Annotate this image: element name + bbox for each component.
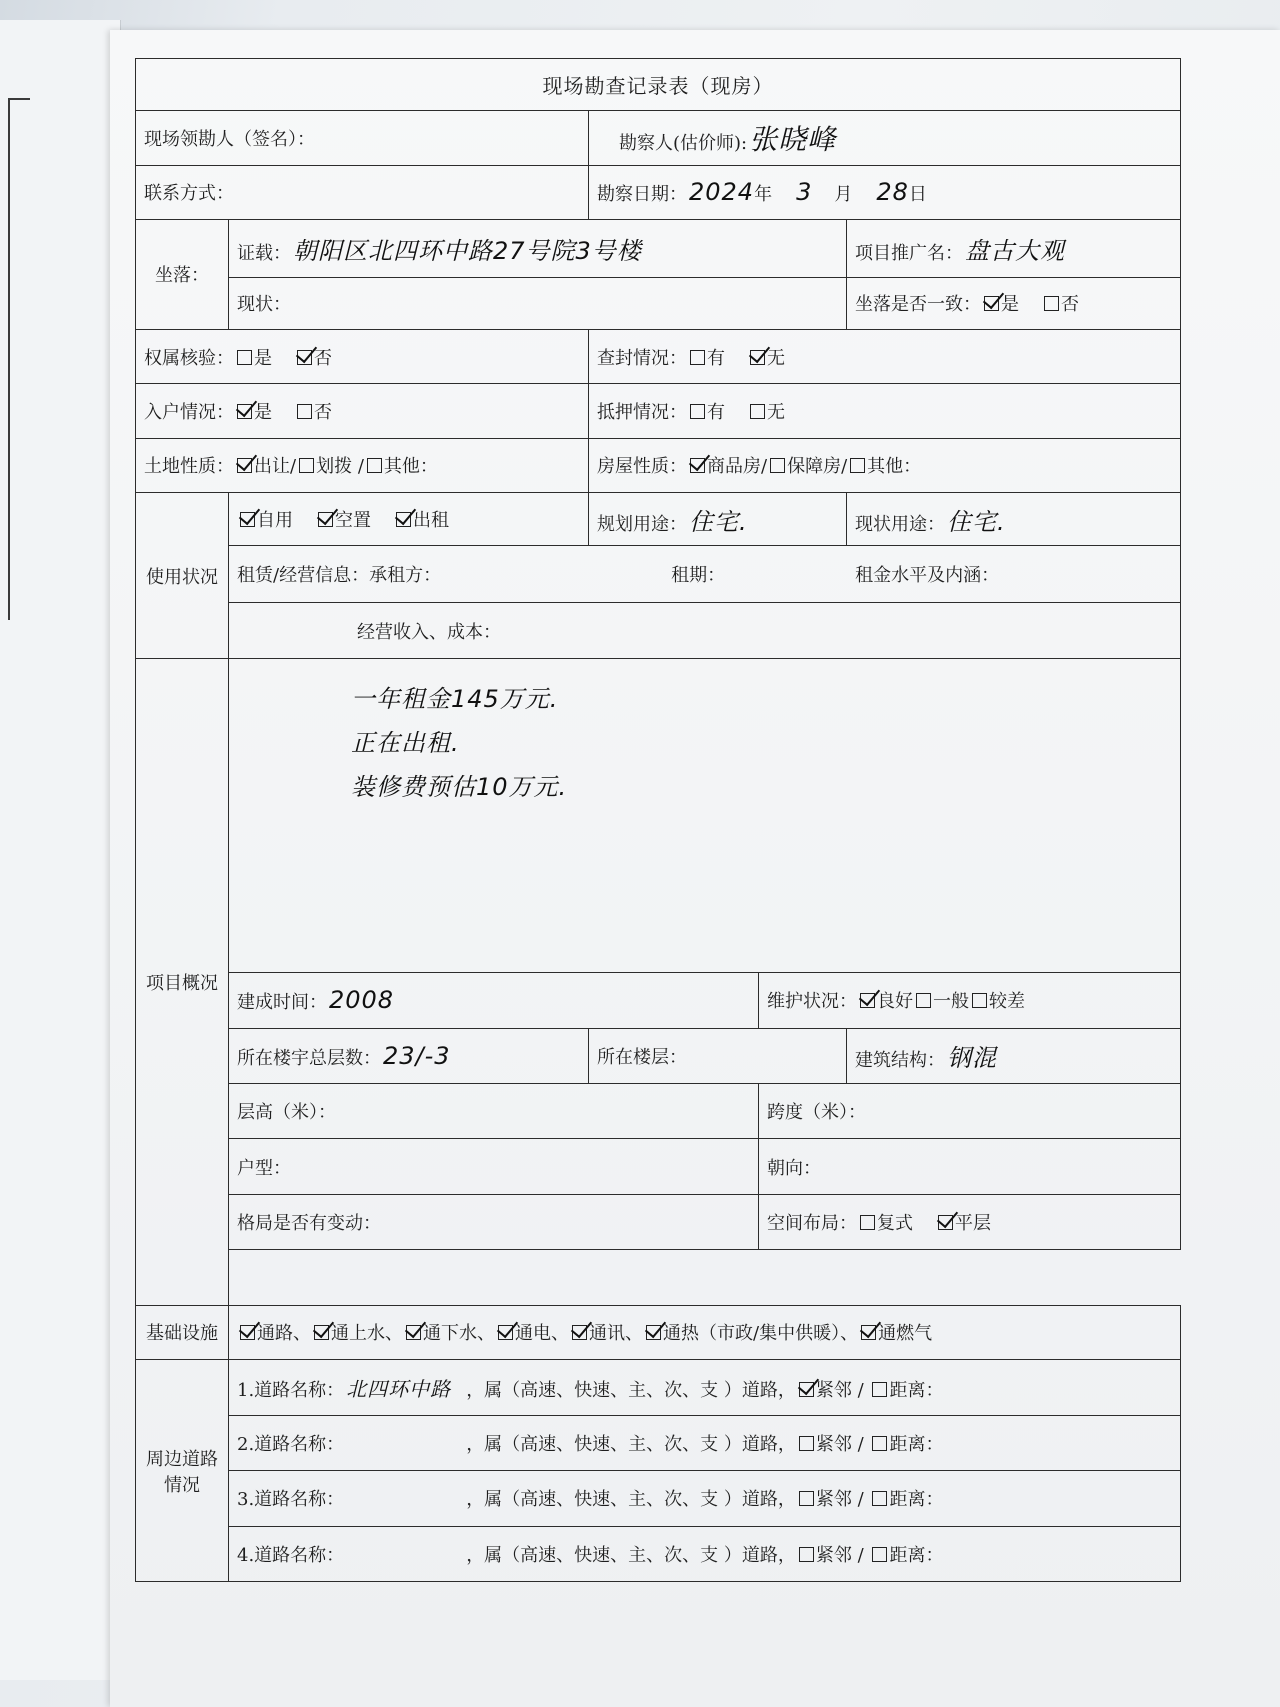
height-label: 层高（米）： <box>237 1102 336 1124</box>
floors-value: 23/-3 <box>383 1041 451 1070</box>
overview-spacer <box>229 1250 1181 1305</box>
leader-label: 现场领勘人（签名）： <box>144 128 315 150</box>
access-yes-label: 是 <box>254 401 272 423</box>
road-2-adjacent-label: 紧邻 <box>815 1433 852 1455</box>
house-affordable-checkbox[interactable] <box>770 458 785 473</box>
road-2-distance-label: 距离： <box>889 1433 944 1455</box>
road-2-adjacent-checkbox[interactable] <box>799 1436 814 1451</box>
span-cell[interactable] <box>759 1084 1181 1139</box>
surveyor-label: 勘察人(估价师): <box>619 132 748 154</box>
land-slash: / <box>357 456 364 478</box>
space-label: 空间布局： <box>767 1213 857 1235</box>
house-other-label: 其他： <box>867 456 922 478</box>
match-no-checkbox[interactable] <box>1044 296 1059 311</box>
road-3-sep: / <box>857 1489 864 1511</box>
maint-poor-checkbox[interactable] <box>972 993 987 1008</box>
floor-cell[interactable] <box>589 1028 847 1083</box>
form-title: 现场勘查记录表（现房） <box>136 59 1181 111</box>
surveyor-signature: 张晓峰 <box>749 122 837 156</box>
plan-use-cell[interactable] <box>589 493 847 546</box>
paper-edge-line <box>8 100 10 620</box>
road-row-3 <box>229 1471 1181 1526</box>
date-day: 28 <box>876 178 909 207</box>
seal-has-checkbox[interactable] <box>690 350 705 365</box>
promo-value: 盘古大观 <box>965 236 1065 265</box>
roads-section <box>136 1360 229 1582</box>
space-flat-label: 平层 <box>955 1213 991 1235</box>
date-day-unit: 日 <box>908 184 927 206</box>
maint-poor-label: 较差 <box>989 991 1025 1013</box>
plan-use-value: 住宅. <box>689 507 748 536</box>
change-label: 格局是否有变动： <box>237 1213 381 1235</box>
space-cell <box>759 1194 1181 1249</box>
date-cell[interactable] <box>589 165 1181 219</box>
land-other-checkbox[interactable] <box>367 458 382 473</box>
struct-cell[interactable] <box>847 1028 1181 1083</box>
cert-value: 朝阳区北四环中路27号院3号楼 <box>293 236 642 265</box>
ownership-yes-checkbox[interactable] <box>237 350 252 365</box>
infra-power-checkbox[interactable] <box>498 1325 513 1340</box>
land-other-label: 其他： <box>383 456 438 478</box>
roads-section-line1: 周边道路 <box>146 1448 218 1470</box>
date-year: 2024 <box>689 178 755 207</box>
infra-heat-label: 通热（市政/集中供暖）、 <box>663 1323 859 1345</box>
survey-form <box>135 58 1181 1582</box>
note-line-3: 装修费预估10万元. <box>351 773 568 802</box>
road-2-label: 2.道路名称： <box>237 1433 345 1455</box>
road-1-distance-checkbox[interactable] <box>872 1382 887 1397</box>
road-4-sep: / <box>857 1544 864 1566</box>
seal-none-checkbox[interactable] <box>750 350 765 365</box>
land-cell <box>136 438 589 492</box>
infra-gas-checkbox[interactable] <box>861 1325 876 1340</box>
usage-options-cell <box>229 493 589 546</box>
house-other-checkbox[interactable] <box>850 458 865 473</box>
road-3-distance-label: 距离： <box>889 1489 944 1511</box>
struct-value: 钢混 <box>947 1044 997 1073</box>
road-4-adjacent-checkbox[interactable] <box>799 1547 814 1562</box>
match-yes-checkbox[interactable] <box>984 296 999 311</box>
infra-road-label: 通路、 <box>257 1323 311 1345</box>
mortgage-cell <box>589 384 1181 438</box>
income-label: 经营收入、成本： <box>357 621 501 643</box>
road-3-types: ，属（高速、快速、主、次、支 ）道路， <box>466 1489 796 1511</box>
road-2-types: ，属（高速、快速、主、次、支 ）道路， <box>466 1433 796 1455</box>
cert-label: 证载： <box>237 242 291 264</box>
road-4-adjacent-label: 紧邻 <box>815 1544 852 1566</box>
overview-section: 项目概况 <box>136 659 229 1305</box>
land-allocate-checkbox[interactable] <box>299 458 314 473</box>
mortgage-none-checkbox[interactable] <box>750 404 765 419</box>
road-1-types: ，属（高速、快速、主、次、支 ）道路， <box>466 1379 796 1401</box>
ownership-no-label: 否 <box>314 347 332 369</box>
infra-telecom-label: 通讯、 <box>589 1323 643 1345</box>
road-2-sep: / <box>857 1433 864 1455</box>
space-flat-checkbox[interactable] <box>938 1215 953 1230</box>
infra-power-label: 通电、 <box>515 1323 569 1345</box>
access-yes-checkbox[interactable] <box>237 404 252 419</box>
date-month-unit: 月 <box>834 184 853 206</box>
use-self-label: 自用 <box>257 510 293 532</box>
road-1-sep: / <box>857 1379 864 1401</box>
mortgage-none-label: 无 <box>767 401 785 423</box>
lease-term-label: 租期： <box>671 565 726 587</box>
lease-label: 租赁/经营信息：承租方： <box>237 565 442 587</box>
mortgage-has-label: 有 <box>707 401 725 423</box>
ownership-label: 权属核验： <box>144 347 234 369</box>
status-label: 现状： <box>237 294 291 316</box>
house-label: 房屋性质： <box>597 456 687 478</box>
infra-water-in-checkbox[interactable] <box>314 1325 329 1340</box>
maint-cell <box>759 973 1181 1028</box>
access-label: 入户情况： <box>144 401 234 423</box>
note-line-2: 正在出租. <box>351 729 460 758</box>
rent-label: 租金水平及内涵： <box>855 565 1000 587</box>
use-vacant-label: 空置 <box>335 510 371 532</box>
road-1-label: 1.道路名称： <box>237 1379 345 1401</box>
match-no-label: 否 <box>1061 294 1079 316</box>
floors-cell[interactable] <box>229 1028 589 1083</box>
road-4-types: ，属（高速、快速、主、次、支 ）道路， <box>466 1544 796 1566</box>
surveyor-cell[interactable] <box>589 111 1181 165</box>
use-vacant-checkbox[interactable] <box>318 512 333 527</box>
space-duplex-label: 复式 <box>877 1213 913 1235</box>
match-yes-label: 是 <box>1001 294 1019 316</box>
usage-section: 使用状况 <box>136 493 229 659</box>
road-1-adjacent-checkbox[interactable] <box>799 1382 814 1397</box>
access-cell <box>136 384 589 438</box>
land-transfer-label: 出让/ <box>254 456 297 478</box>
change-cell[interactable] <box>229 1194 759 1249</box>
date-label: 勘察日期： <box>597 184 687 206</box>
orient-cell[interactable] <box>759 1139 1181 1194</box>
house-affordable-label: 保障房/ <box>787 456 848 478</box>
orient-label: 朝向： <box>767 1157 821 1179</box>
cur-use-value: 住宅. <box>947 507 1006 536</box>
paper-edge-mark <box>8 98 30 100</box>
contact-cell[interactable] <box>136 165 589 219</box>
match-cell <box>847 277 1181 329</box>
contact-label: 联系方式： <box>144 183 234 205</box>
house-cell <box>589 438 1181 492</box>
road-4-label: 4.道路名称： <box>237 1544 345 1566</box>
house-commercial-checkbox[interactable] <box>690 458 705 473</box>
space-duplex-checkbox[interactable] <box>860 1215 875 1230</box>
road-row-2 <box>229 1415 1181 1470</box>
leader-cell[interactable] <box>136 111 589 165</box>
road-3-adjacent-checkbox[interactable] <box>799 1491 814 1506</box>
match-label: 坐落是否一致： <box>855 294 981 316</box>
use-rent-checkbox[interactable] <box>396 512 411 527</box>
status-cell[interactable] <box>229 277 847 329</box>
cert-cell[interactable] <box>229 220 847 278</box>
income-cell[interactable] <box>229 602 1181 658</box>
cur-use-label: 现状用途： <box>855 513 945 535</box>
cur-use-cell[interactable] <box>847 493 1181 546</box>
date-month: 3 <box>796 178 813 207</box>
infra-section: 基础设施 <box>136 1305 229 1359</box>
built-cell[interactable] <box>229 973 759 1028</box>
mortgage-has-checkbox[interactable] <box>690 404 705 419</box>
infra-water-out-label: 通下水、 <box>423 1323 495 1345</box>
road-2-distance-checkbox[interactable] <box>872 1436 887 1451</box>
seal-cell <box>589 329 1181 383</box>
floors-label: 所在楼宇总层数： <box>237 1047 381 1069</box>
maint-fair-label: 一般 <box>933 991 969 1013</box>
road-3-label: 3.道路名称： <box>237 1489 345 1511</box>
span-label: 跨度（米）： <box>767 1102 866 1124</box>
land-transfer-checkbox[interactable] <box>237 458 252 473</box>
infra-water-in-label: 通上水、 <box>331 1323 403 1345</box>
seal-has-label: 有 <box>707 347 725 369</box>
infra-telecom-checkbox[interactable] <box>572 1325 587 1340</box>
road-1-adjacent-label: 紧邻 <box>815 1379 852 1401</box>
land-label: 土地性质： <box>144 456 234 478</box>
road-1-value[interactable]: 北四环中路 <box>346 1376 452 1401</box>
road-4-distance-checkbox[interactable] <box>872 1547 887 1562</box>
overview-notes[interactable] <box>229 659 1181 973</box>
access-no-checkbox[interactable] <box>297 404 312 419</box>
use-self-checkbox[interactable] <box>240 512 255 527</box>
seal-none-label: 无 <box>767 347 785 369</box>
lease-cell[interactable] <box>229 546 1181 602</box>
ownership-yes-label: 是 <box>254 347 272 369</box>
infra-gas-label: 通燃气 <box>878 1323 933 1345</box>
road-3-adjacent-label: 紧邻 <box>815 1489 852 1511</box>
underlying-paper <box>0 20 121 1680</box>
access-no-label: 否 <box>314 401 332 423</box>
layout-label: 户型： <box>237 1157 291 1179</box>
struct-label: 建筑结构： <box>855 1050 945 1072</box>
road-1-distance-label: 距离： <box>889 1379 944 1401</box>
ownership-cell <box>136 329 589 383</box>
promo-label: 项目推广名： <box>855 242 963 264</box>
location-section: 坐落： <box>136 220 229 330</box>
promo-cell[interactable] <box>847 220 1181 278</box>
infra-heat-checkbox[interactable] <box>646 1325 661 1340</box>
roads-section-line2: 情况 <box>164 1474 200 1496</box>
seal-label: 查封情况： <box>597 347 687 369</box>
road-row-4 <box>229 1526 1181 1582</box>
road-3-distance-checkbox[interactable] <box>872 1491 887 1506</box>
maint-good-label: 良好 <box>877 991 913 1013</box>
layout-cell[interactable] <box>229 1139 759 1194</box>
height-cell[interactable] <box>229 1084 759 1139</box>
built-value: 2008 <box>329 986 395 1015</box>
use-rent-label: 出租 <box>413 510 449 532</box>
infra-cell <box>229 1305 1181 1359</box>
maint-good-checkbox[interactable] <box>860 993 875 1008</box>
floor-label: 所在楼层： <box>597 1046 687 1068</box>
built-label: 建成时间： <box>237 992 327 1014</box>
date-year-unit: 年 <box>754 184 773 206</box>
house-commercial-label: 商品房/ <box>707 456 768 478</box>
road-4-distance-label: 距离： <box>889 1544 944 1566</box>
ownership-no-checkbox[interactable] <box>297 350 312 365</box>
mortgage-label: 抵押情况： <box>597 401 687 423</box>
road-row-1 <box>229 1360 1181 1415</box>
infra-road-checkbox[interactable] <box>240 1325 255 1340</box>
land-allocate-label: 划拨 <box>316 456 353 478</box>
maint-label: 维护状况： <box>767 991 857 1013</box>
plan-use-label: 规划用途： <box>597 513 687 535</box>
note-line-1: 一年租金145万元. <box>351 685 559 714</box>
maint-fair-checkbox[interactable] <box>916 993 931 1008</box>
infra-water-out-checkbox[interactable] <box>406 1325 421 1340</box>
